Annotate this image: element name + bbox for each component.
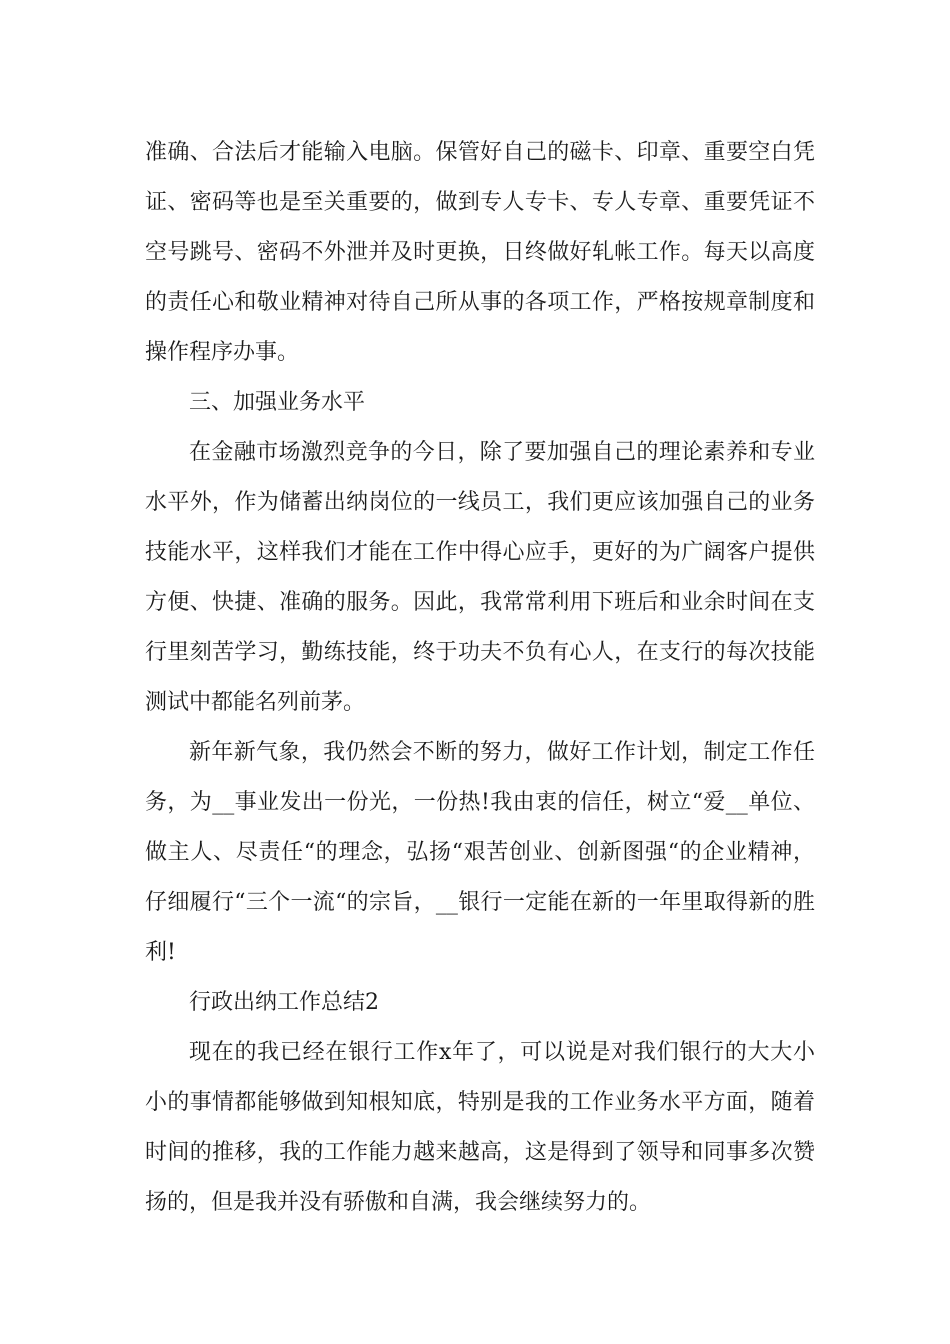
- section-heading-summary-2: 行政出纳工作总结2: [189, 990, 379, 1015]
- paragraph-new-year: 新年新气象，我仍然会不断的努力，做好工作计划，制定工作任务，为__事业发出一份光，一份热!我由衷的信任，树立“爱__单位、做主人、尽责任“的理念，弘扬“艰苦创业、创新图强“的企业精神，仔细履行“三个一流“的宗旨，__银行一定能在新的一年里取得新的胜利!: [145, 740, 815, 965]
- paragraph-continued-security: 准确、合法后才能输入电脑。保管好自己的磁卡、印章、重要空白凭证、密码等也是至关重要的，做到专人专卡、专人专章、重要凭证不空号跳号、密码不外泄并及时更换，日终做好轧帐工作。每天以高度的责任心和敬业精神对待自己所从事的各项工作，严格按规章制度和操作程序办事。: [145, 140, 815, 365]
- document-body: [145, 128, 815, 1228]
- paragraph-skills: 在金融市场激烈竞争的今日，除了要加强自己的理论素养和专业水平外，作为储蓄出纳岗位的一线员工，我们更应该加强自己的业务技能水平，这样我们才能在工作中得心应手，更好的为广阔客户提供方便、快捷、准确的服务。因此，我常常利用下班后和业余时间在支行里刻苦学习，勤练技能，终于功夫不负有心人，在支行的每次技能测试中都能名列前茅。: [145, 440, 815, 715]
- paragraph-summary-2: 现在的我已经在银行工作x年了，可以说是对我们银行的大大小小的事情都能够做到知根知底，特别是我的工作业务水平方面，随着时间的推移，我的工作能力越来越高，这是得到了领导和同事多次赞扬的，但是我并没有骄傲和自满，我会继续努力的。: [145, 1040, 815, 1215]
- section-heading-improve-skills: 三、加强业务水平: [189, 390, 366, 415]
